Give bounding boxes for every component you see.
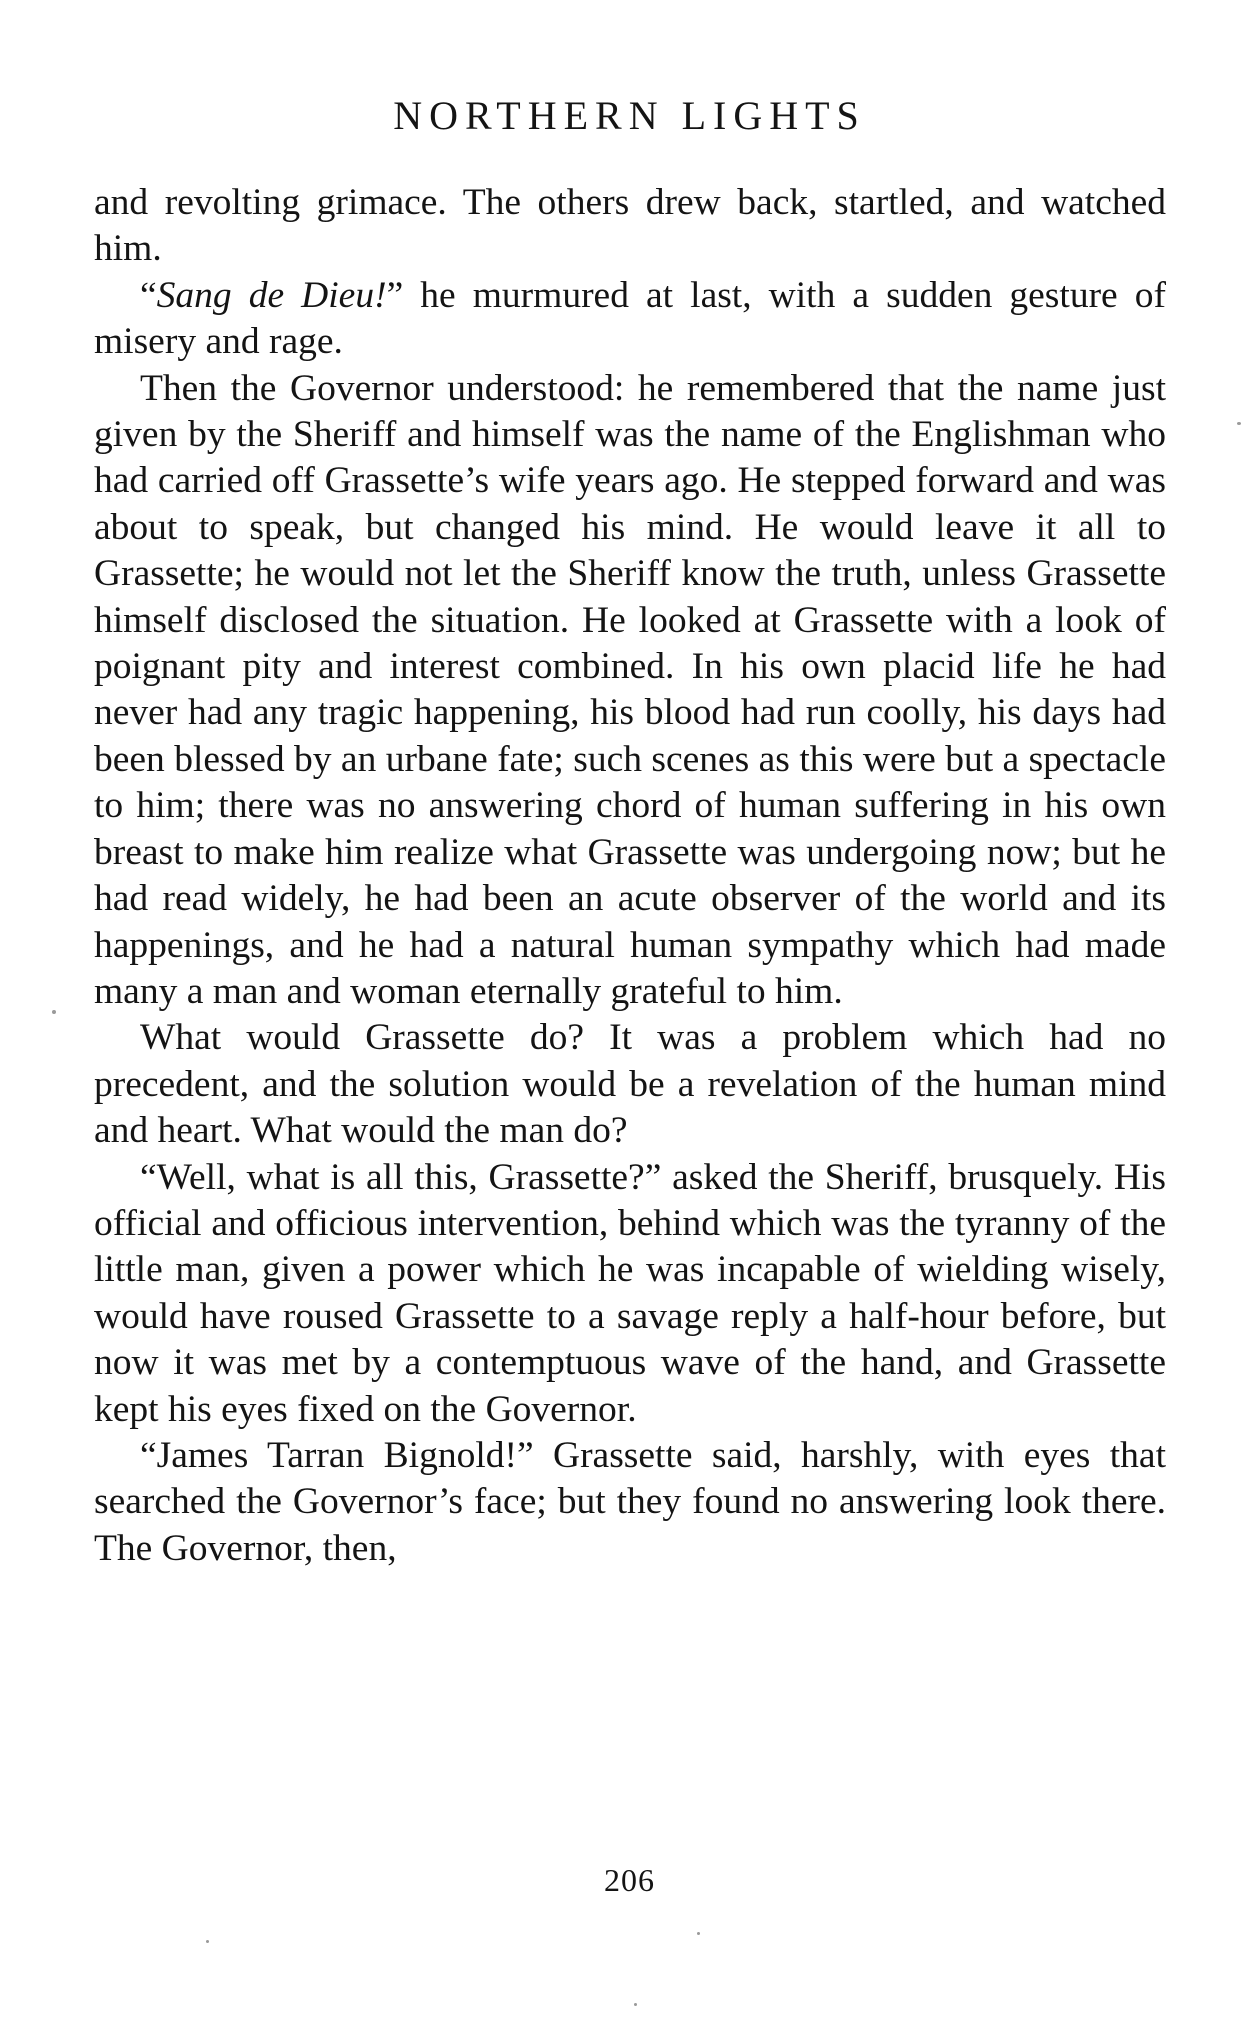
paragraph-5: “Well, what is all this, Grassette?” asked the Sheriff, brusquely. His official and officious intervention, behind which was the tyranny of the little man, given a power which he was incapable of wielding wisely, would have roused Grassette to a savage reply a half-hour before, but now it was met by a contemptuous wave of the hand, and Grassette kept his eyes fixed on the Governor. <box>94 1156 1166 1430</box>
paragraph-4: What would Grassette do? It was a problem which had no precedent, and the solution would be a revelation of the human mind and heart. What would the man do? <box>94 1017 1166 1152</box>
page-number: 206 <box>604 1862 655 1898</box>
paragraph-1: and revolting grimace. The others drew back, startled, and watched him. <box>94 182 1166 270</box>
running-head: NORTHERN LIGHTS <box>393 93 866 138</box>
paragraph-3: Then the Governor understood: he remembered that the name just given by the Sheriff and himself was the name of the Englishman who had carried off Grassette’s wife years ago. He stepped forward and was about to speak, but changed his mind. He would leave it all to Grassette; he would not let the Sheriff know the truth, unless Grassette himself disclosed the situation. He looked at Grassette with a look of poignant pity and interest combined. In his own placid life he had never had any tragic happening, his blood had run coolly, his days had been blessed by an urbane fate; such scenes as this were but a spectacle to him; there was no answering chord of human suffering in his own breast to make him realize what Grassette was undergoing now; but he had read widely, he had been an acute observer of the world and its happenings, and he had a natural human sympathy which had made many a man and woman eternally grateful to him. <box>94 367 1166 1012</box>
open-quote: “ <box>140 274 157 316</box>
paragraph-6: “James Tarran Bignold!” Grassette said, harshly, with eyes that searched the Governor’s face; but they found no answering look there. The Governor, then, <box>94 1434 1166 1569</box>
italic-exclamation: Sang de Dieu! <box>156 274 387 316</box>
print-speck <box>52 1010 56 1014</box>
paragraph-2 <box>94 273 1166 366</box>
print-speck <box>634 2003 637 2006</box>
body-text <box>94 180 1166 1572</box>
paragraph-2-rest: ” he murmured at last, with a sudden gesture of misery and rage. <box>94 274 1167 363</box>
print-speck <box>697 1932 700 1935</box>
print-speck <box>1237 422 1241 425</box>
print-speck <box>206 1940 209 1943</box>
